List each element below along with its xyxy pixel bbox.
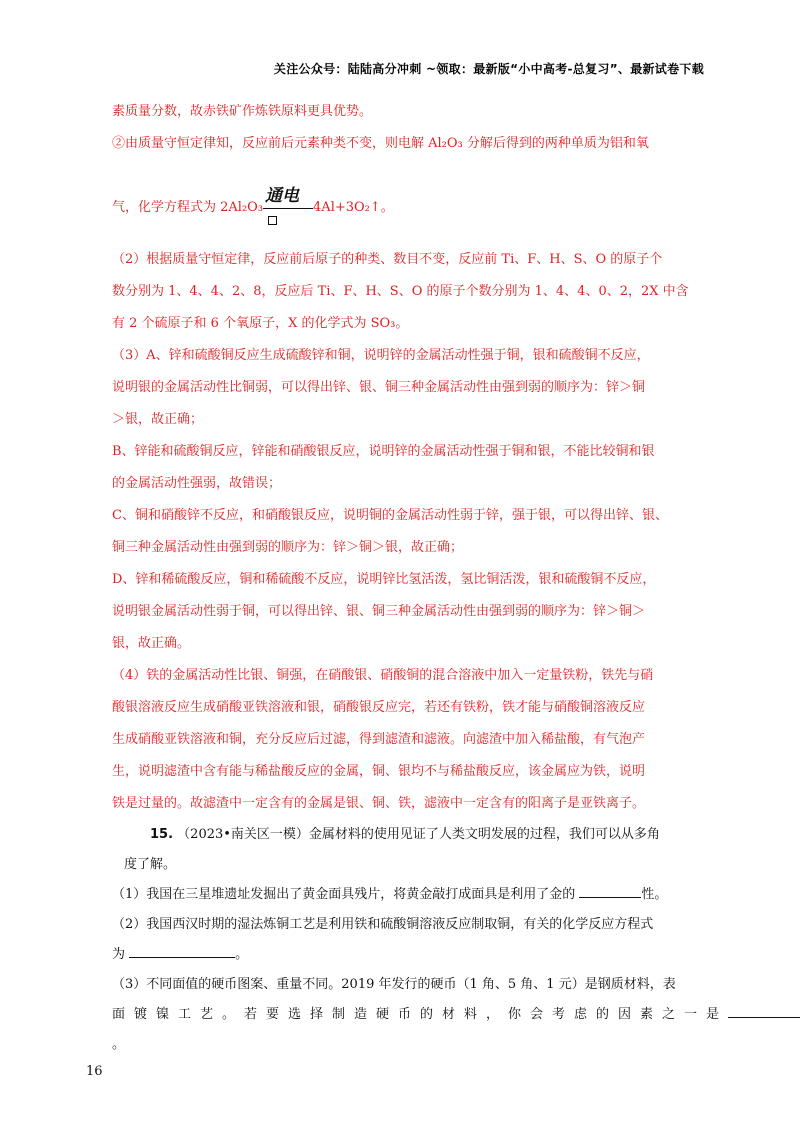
page-header: 关注公众号：陆陆高分冲刺 ~领取：最新版“小中高考-总复习”、最新试卷下载 [273, 62, 704, 76]
answer-line: （3）A、锌和硫酸铜反应生成硫酸锌和铜，说明锌的金属活动性强于铜，银和硫酸铜不反应， [112, 348, 650, 363]
page-number: 16 [86, 1064, 103, 1079]
answer-blank[interactable] [129, 943, 235, 958]
answer-line: D、锌和稀硫酸反应，铜和稀硫酸不反应，说明锌比氢活泼，氢比铜活泼，银和硫酸铜不反应， [112, 572, 656, 587]
answer-line: （4）铁的金属活动性比银、铜强，在硝酸银、硝酸铜的混合溶液中加入一定量铁粉，铁先与硝 [112, 668, 654, 683]
page-content [112, 96, 729, 1060]
answer-line: B、锌能和硫酸铜反应，锌能和硝酸银反应，说明锌的金属活动性强于铜和银，不能比较铜和银 [112, 444, 655, 459]
header-divider [112, 82, 704, 83]
answer-line: 酸银溶液反应生成硝酸亚铁溶液和银，硝酸银反应完，若还有铁粉，铁才能与硝酸铜溶液反应 [112, 700, 646, 715]
question-15-part-3-blank-line: 面镀镍工艺。若要选择制造硬币的材料，你会考虑的因素之一是 [112, 1000, 712, 1030]
equation-products: 4Al+3O₂↑。 [313, 200, 394, 215]
question-15-part-3-end: 。 [112, 1037, 126, 1052]
question-15-part-2-blank-line: 为 。 [112, 940, 712, 970]
answer-line: 数分别为 1、4、4、2、8，反应后 Ti、F、H、S、O 的原子个数分别为 1、4、4、0、2，2X 中含 [112, 284, 689, 299]
answer-line: ＞银，故正确； [112, 412, 204, 427]
answer-line: 的金属活动性强弱，故错误； [112, 476, 282, 491]
answer-line: 生，说明滤渣中含有能与稀盐酸反应的金属，铜、银均不与稀盐酸反应，该金属应为铁，说明 [112, 764, 646, 779]
chemical-equation [112, 160, 712, 238]
question-15-part-2: （2）我国西汉时期的湿法炼铜工艺是利用铁和硫酸铜溶液反应制取铜，有关的化学反应方程式 [112, 917, 654, 932]
question-number: 15. [150, 827, 174, 842]
answer-line: 铜三种金属活动性由强到弱的顺序为：锌＞铜＞银，故正确； [112, 540, 464, 555]
answer-line: 说明银的金属活动性比铜弱，可以得出锌、银、铜三种金属活动性由强到弱的顺序为：锌＞铜 [112, 380, 646, 395]
answer-line: ②由质量守恒定律知，反应前后元素种类不变，则电解 Al₂O₃ 分解后得到的两种单质为铝和氧 [112, 136, 649, 151]
equation-bar [263, 208, 313, 209]
answer-line: 有 2 个硫原子和 6 个氧原子，X 的化学式为 SO₃。 [112, 316, 409, 331]
answer-line: C、铜和硝酸锌不反应，和硝酸银反应，说明铜的金属活动性弱于锌，强于银，可以得出锌、银、 [112, 508, 668, 523]
answer-line: 素质量分数，故赤铁矿作炼铁原料更具优势。 [112, 104, 373, 119]
question-stem-line: 度了解。 [124, 857, 177, 872]
answer-line: 说明银金属活动性弱于铜，可以得出锌、银、铜三种金属活动性由强到弱的顺序为：锌＞铜＞ [112, 604, 646, 619]
placeholder-box-icon [268, 216, 277, 225]
question-15-part-3: （3）不同面值的硬币图案、重量不同。2019 年发行的硬币（1 角、5 角、1 元）是钢质材料，表 [112, 977, 676, 992]
answer-line: 银，故正确。 [112, 636, 191, 651]
answer-line: （2）根据质量守恒定律，反应前后原子的种类、数目不变，反应前 Ti、F、H、S、O 的原子个 [112, 252, 663, 267]
equation-condition: 通电 [265, 186, 300, 206]
answer-blank[interactable] [728, 1003, 800, 1018]
question-15-part-1: （1）我国在三星堆遗址发掘出了黄金面具残片，将黄金敲打成面具是利用了金的 性。 [112, 880, 712, 910]
equation-reactants: 气，化学方程式为 2Al₂O₃ [112, 200, 264, 215]
equation-condition-arrow [263, 186, 313, 224]
answer-line: 铁是过量的。故滤渣中一定含有的金属是银、铜、铁，滤液中一定含有的阳离子是亚铁离子。 [112, 796, 646, 811]
answer-line: 生成硝酸亚铁溶液和铜，充分反应后过滤，得到滤渣和滤液。向滤渣中加入稀盐酸，有气泡产 [112, 732, 646, 747]
question-15-stem [112, 820, 712, 850]
answer-blank[interactable] [579, 883, 641, 898]
question-stem-text: （2023•南关区一模）金属材料的使用见证了人类文明发展的过程，我们可以从多角 [177, 827, 660, 842]
